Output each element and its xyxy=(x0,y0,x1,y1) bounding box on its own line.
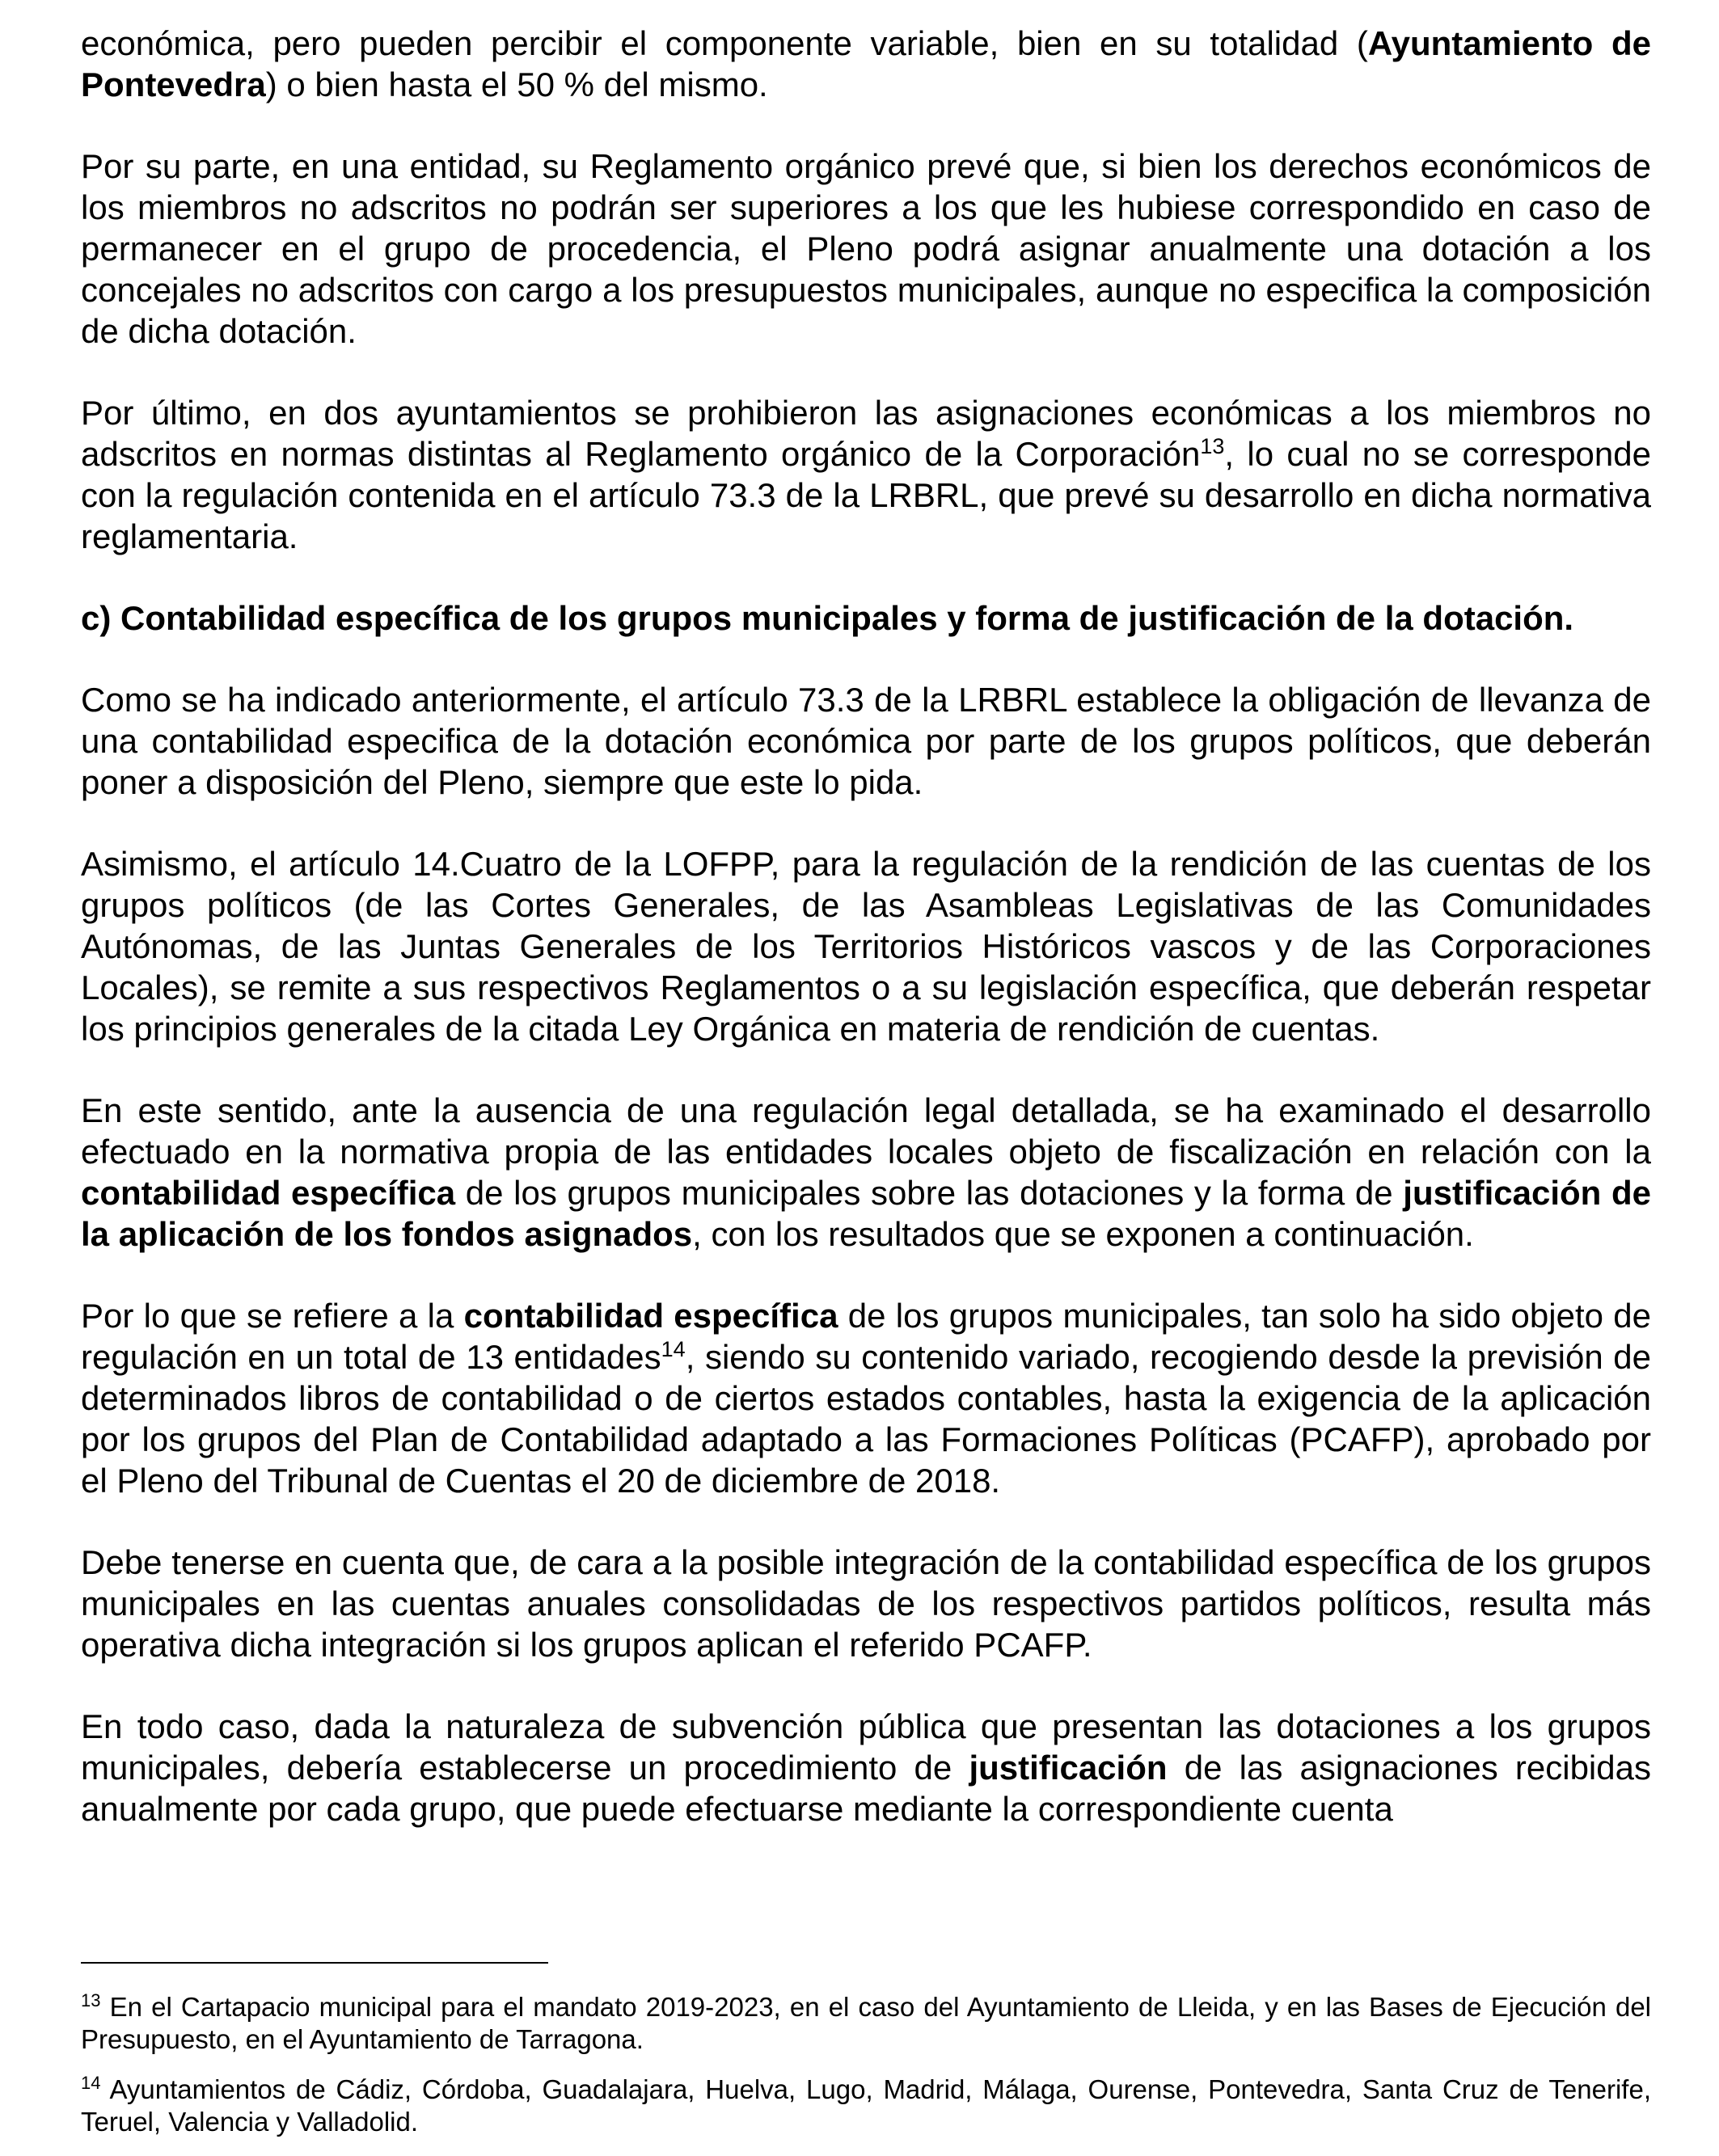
paragraph-1: económica, pero pueden percibir el componente variable, bien en su totalidad (Ayuntamiento de Pontevedra) o bien hasta el 50 % del mismo. xyxy=(81,24,1651,103)
paragraph-3: Por último, en dos ayuntamientos se prohibieron las asignaciones económicas a los miembros no adscritos en normas distintas al Reglamento orgánico de la Corporación$^{13}$, lo cual no se corresponde con la regulación contenida en el artículo 73.3 de la LRBRL, que prevé su desarrollo en dicha normativa reglamentaria. xyxy=(81,394,1651,555)
footnote-ref-14[interactable]: 14 xyxy=(661,1337,686,1361)
footnote-number: 14 xyxy=(81,2073,101,2093)
paragraph-4: Como se ha indicado anteriormente, el artículo 73.3 de la LRBRL establece la obligación de llevanza de una contabilidad especifica de la dotación económica por parte de los grupos políticos, que deberán poner a disposición del Pleno, siempre que este lo pida. xyxy=(81,681,1651,801)
body-text xyxy=(81,23,1651,1870)
footnote-separator xyxy=(81,1962,548,1964)
paragraph-2: Por su parte, en una entidad, su Reglamento orgánico prevé que, si bien los derechos económicos de los miembros no adscritos no podrán ser superiores a los que les hubiese correspondido en caso de permanecer en el grupo de procedencia, el Pleno podrá asignar anualmente una dotación a los concejales no adscritos con cargo a los presupuestos municipales, aunque no especifica la composición de dicha dotación. xyxy=(81,147,1651,350)
footnote-14: $^{14}$ Ayuntamientos de Cádiz, Córdoba, Guadalajara, Huelva, Lugo, Madrid, Málaga, Ourense, Pontevedra, Santa Cruz de Tenerife, Teruel, Valencia y Valladolid. xyxy=(81,2073,1651,2137)
footnote-number: 13 xyxy=(81,1990,101,2010)
footnote-13: $^{13}$ En el Cartapacio municipal para el mandato 2019-2023, en el caso del Ayuntamiento de Lleida, y en las Bases de Ejecución del Presupuesto, en el Ayuntamiento de Tarragona. xyxy=(81,1990,1651,2054)
paragraph-9: En todo caso, dada la naturaleza de subvención pública que presentan las dotaciones a los grupos municipales, debería establecerse un procedimiento de justificación de las asignaciones recibidas anualmente por cada grupo, que puede efectuarse mediante la correspondiente cuenta xyxy=(81,1707,1651,1828)
section-heading: c) Contabilidad específica de los grupos municipales y forma de justificación de la dotación. xyxy=(81,599,1574,637)
paragraph-7: Por lo que se refiere a la contabilidad específica de los grupos municipales, tan solo ha sido objeto de regulación en un total de 13 entidades$^{14}$, siendo su contenido variado, recogiendo desde la previsión de determinados libros de contabilidad o de ciertos estados contables, hasta la exigencia de la aplicación por los grupos del Plan de Contabilidad adaptado a las Formaciones Políticas (PCAFP), aprobado por el Pleno del Tribunal de Cuentas el 20 de diciembre de 2018. xyxy=(81,1297,1652,1500)
paragraph-8: Debe tenerse en cuenta que, de cara a la posible integración de la contabilidad específica de los grupos municipales en las cuentas anuales consolidadas de los respectivos partidos políticos, resulta más operativa dicha integración si los grupos aplican el referido PCAFP. xyxy=(81,1543,1651,1664)
footnote-ref-13[interactable]: 13 xyxy=(1200,434,1225,458)
footnotes xyxy=(81,1991,1651,2156)
paragraph-6: En este sentido, ante la ausencia de una regulación legal detallada, se ha examinado el desarrollo efectuado en la normativa propia de las entidades locales objeto de fiscalización en relación con la contabilidad específica de los grupos municipales sobre las dotaciones y la forma de justificación de la aplicación de los fondos asignados, con los resultados que se exponen a continuación. xyxy=(81,1091,1651,1253)
entity-name: Ayuntamiento de Pontevedra xyxy=(81,24,1651,103)
paragraph-5: Asimismo, el artículo 14.Cuatro de la LOFPP, para la regulación de la rendición de las cuentas de los grupos políticos (de las Cortes Generales, de las Asambleas Legislativas de las Comunidades Autónomas, de las Juntas Generales de los Territorios Históricos vascos y de las Corporaciones Locales), se remite a sus respectivos Reglamentos o a su legislación específica, que deberán respetar los principios generales de la citada Ley Orgánica en materia de rendición de cuentas. xyxy=(81,845,1651,1048)
